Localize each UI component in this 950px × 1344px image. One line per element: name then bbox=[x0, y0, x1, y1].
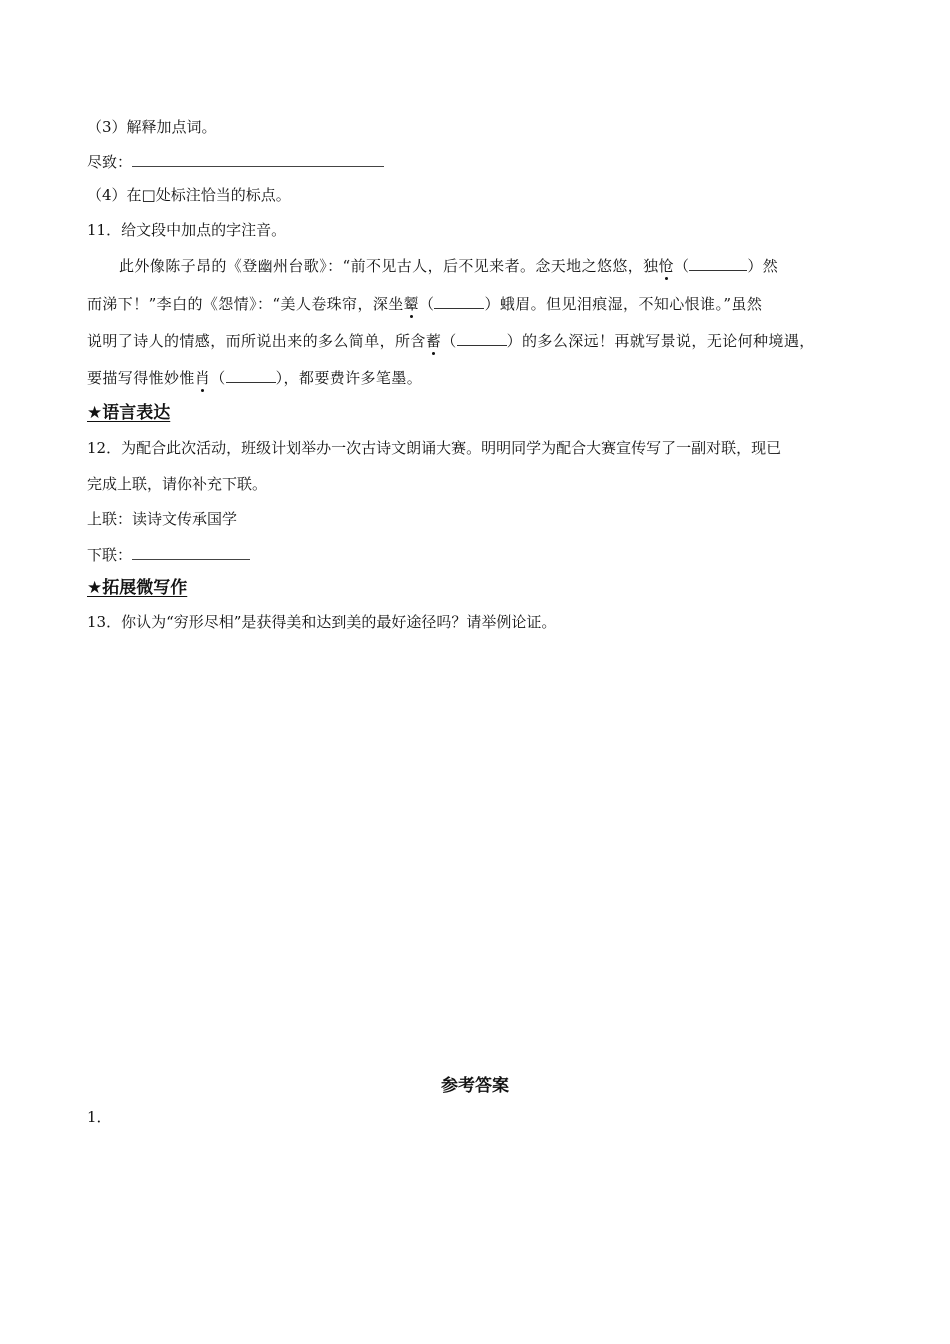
q11-prompt: 11．给文段中加点的字注音。 bbox=[87, 221, 287, 239]
answers-title: 参考答案 bbox=[441, 1076, 509, 1096]
lower-label: 下联： bbox=[87, 546, 133, 564]
pinyin-blank[interactable] bbox=[226, 369, 276, 383]
q12-lower-row bbox=[87, 544, 250, 565]
answer-line[interactable] bbox=[132, 151, 384, 167]
q10-term-row bbox=[87, 151, 384, 172]
q12-prompt-line2: 完成上联，请你补充下联。 bbox=[87, 475, 268, 493]
dotted-char: 怆 bbox=[658, 257, 674, 275]
pinyin-blank[interactable] bbox=[689, 257, 747, 271]
q12-prompt-line1: 12．为配合此次活动，班级计划举办一次古诗文朗诵大赛。明明同学为配合大赛宣传写了一副对联，现已 bbox=[87, 439, 782, 457]
pinyin-blank[interactable] bbox=[457, 332, 507, 346]
passage-line-4: 要描写得惟妙惟肖（ ），都要费许多笔墨。 bbox=[87, 369, 423, 387]
q12-upper-couplet: 上联：读诗文传承国学 bbox=[87, 510, 238, 528]
answer-item-1: 1． bbox=[87, 1108, 112, 1126]
answer-line[interactable] bbox=[132, 544, 250, 560]
passage-line-3: 说明了诗人的情感，而所说出来的多么简单，所含蓄（ ）的多么深远！再就写景说，无论何种境遇， bbox=[87, 332, 815, 350]
q10-sub4: （4）在□处标注恰当的标点。 bbox=[87, 186, 291, 204]
passage-line-1: 此外像陈子昂的《登幽州台歌》：“前不见古人，后不见来者。念天地之悠悠，独怆（ ）然 bbox=[119, 257, 779, 275]
section-language-expression: ★语言表达 bbox=[87, 403, 171, 423]
passage-line-2: 而涕下！”李白的《怨情》：“美人卷珠帘，深坐颦（ ）蛾眉。但见泪痕湿，不知心恨谁。”虽然 bbox=[87, 295, 763, 313]
dotted-char: 颦 bbox=[403, 295, 420, 313]
section-micro-writing: ★拓展微写作 bbox=[87, 578, 188, 598]
dotted-char: 肖 bbox=[194, 369, 211, 387]
term-label: 尽致： bbox=[87, 153, 133, 171]
dotted-char: 蓄 bbox=[425, 332, 442, 350]
q10-sub3: （3）解释加点词。 bbox=[87, 118, 217, 136]
pinyin-blank[interactable] bbox=[434, 295, 484, 309]
q13-prompt: 13．你认为“穷形尽相”是获得美和达到美的最好途径吗？请举例论证。 bbox=[87, 613, 557, 631]
